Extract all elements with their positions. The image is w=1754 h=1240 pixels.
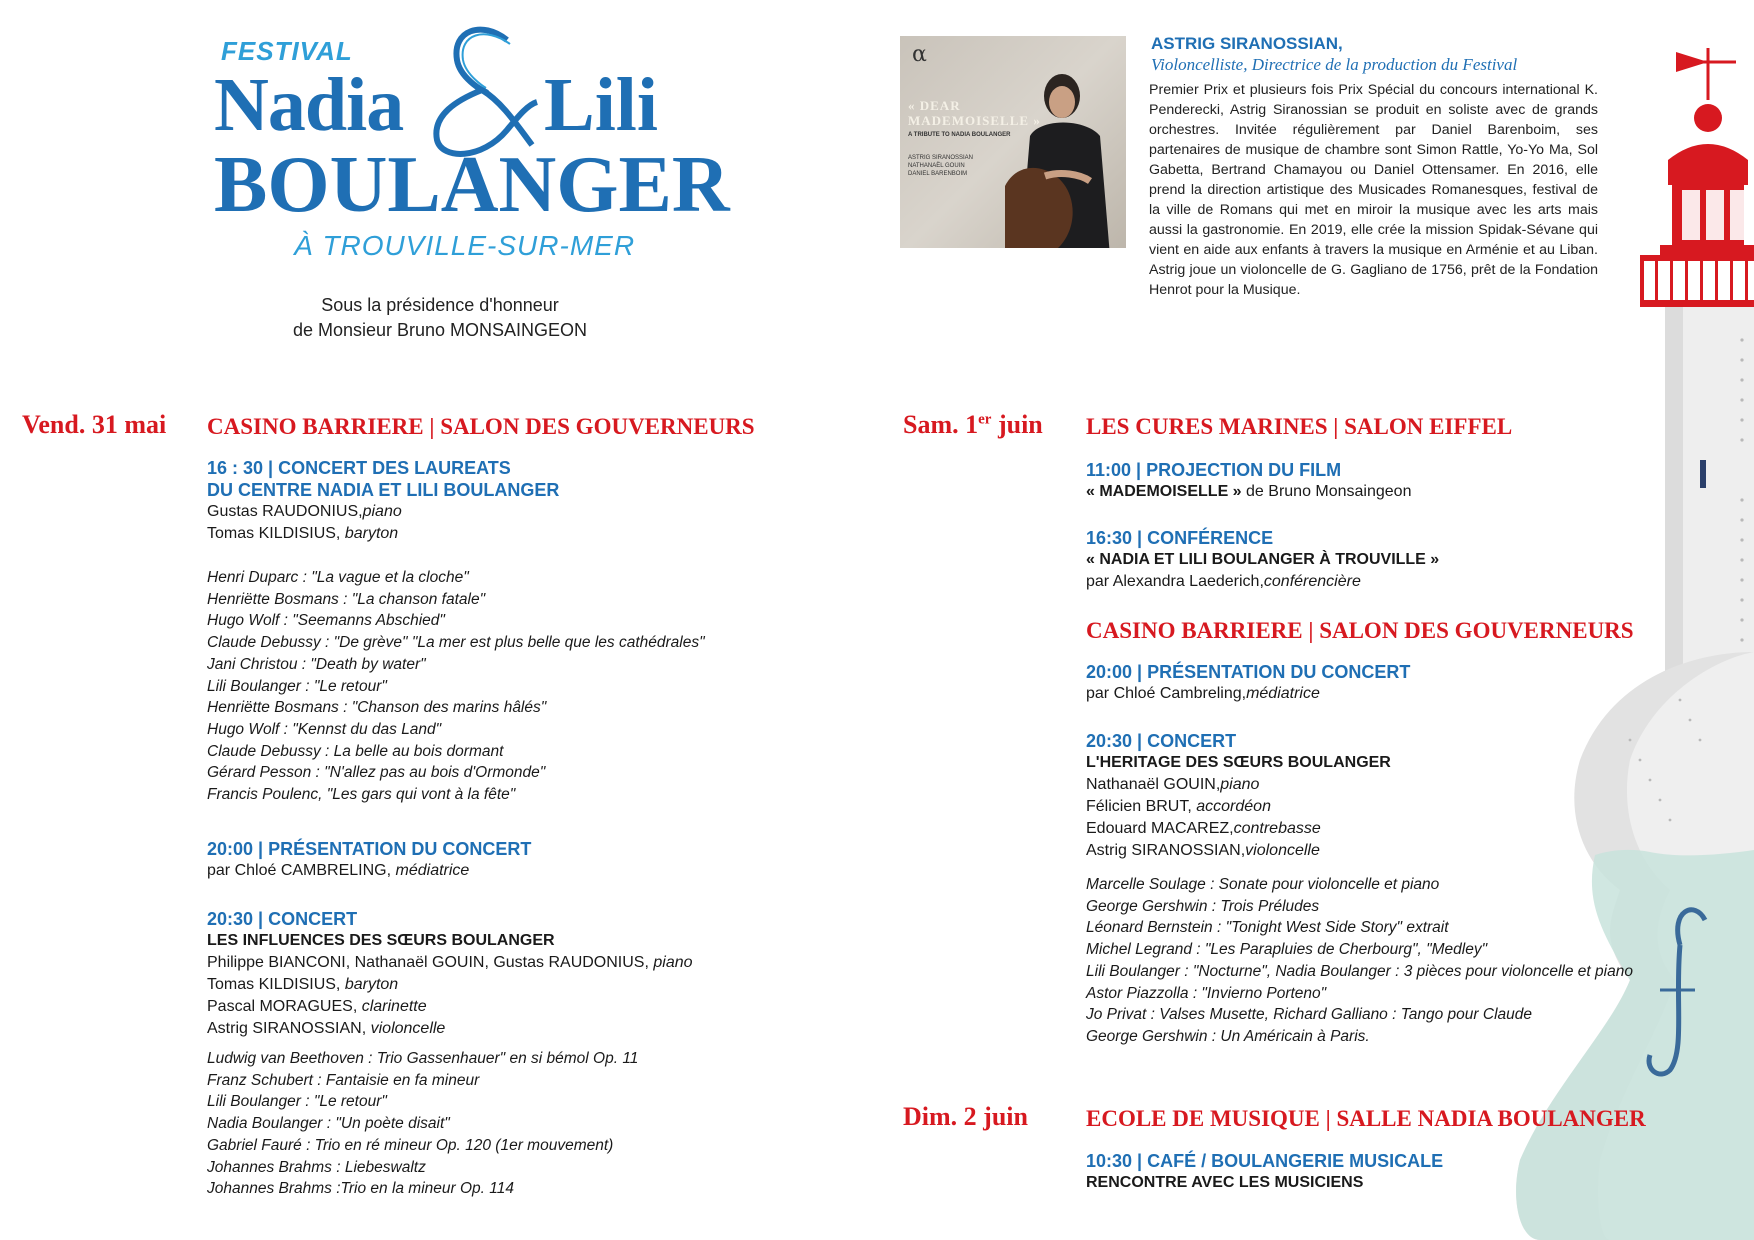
event-subtitle: RENCONTRE AVEC LES MUSICIENS (1086, 1174, 1364, 1191)
film-title: « MADEMOISELLE » de Bruno Monsaingeon (1086, 483, 1412, 500)
presidence-note (240, 293, 640, 343)
logo-name-lili: Lili (544, 63, 659, 147)
album-subtitle: A TRIBUTE TO NADIA BOULANGER (908, 132, 1011, 138)
program-list (1086, 874, 1686, 1048)
event-title: 20:30 | CONCERT (1086, 731, 1237, 751)
program-list (207, 1048, 787, 1200)
album-artist: ASTRIG SIRANOSSIAN (908, 155, 974, 161)
album-artists (908, 154, 973, 178)
program-item: Francis Poulenc, "Les gars qui vont à la fête" (207, 786, 516, 804)
event-title: 20:00 | PRÉSENTATION DU CONCERT (207, 839, 532, 859)
venue-friday: CASINO BARRIERE | SALON DES GOUVERNEURS (207, 414, 755, 439)
bio-role: Violoncelliste, Directrice de la production du Festival (1151, 55, 1518, 74)
venue-sunday: ECOLE DE MUSIQUE | SALLE NADIA BOULANGER (1086, 1106, 1646, 1131)
program-item: Hugo Wolf : "Seemanns Abschied" (207, 612, 445, 630)
performer: Tomas KILDISIUS, baryton (207, 976, 399, 993)
logo-name-nadia: Nadia (214, 63, 404, 147)
program-item: Michel Legrand : "Les Parapluies de Cherbourg", "Medley" (1086, 941, 1488, 959)
program-item: Johannes Brahms :Trio en la mineur Op. 114 (207, 1180, 514, 1198)
performer: Philippe BIANCONI, Nathanaël GOUIN, Gustas RAUDONIUS, piano (207, 954, 693, 971)
performer: Nathanaël GOUIN,piano (1086, 776, 1260, 793)
venue-saturday-cures: LES CURES MARINES | SALON EIFFEL (1086, 414, 1513, 439)
album-artist: NATHANAËL GOUIN (908, 163, 965, 169)
album-title: « DEAR MADEMOISELLE » (908, 98, 1041, 128)
speaker: par Alexandra Laederich,conférencière (1086, 573, 1361, 590)
program-item: Hugo Wolf : "Kennst du das Land" (207, 720, 442, 738)
logo-festival: FESTIVAL (221, 36, 353, 66)
day-saturday: Sam. 1er juin (903, 410, 1043, 439)
logo-surname: BOULANGER (214, 141, 730, 229)
program-item: Ludwig van Beethoven : Trio Gassenhauer" en si bémol Op. 11 (207, 1050, 639, 1067)
event-title: 11:00 | PROJECTION DU FILM (1086, 460, 1342, 480)
performer: Félicien BRUT, accordéon (1086, 798, 1271, 815)
program-item: Jani Christou : "Death by water" (207, 655, 426, 673)
event-saturday-concert (1086, 730, 1686, 1048)
speaker: par Chloé Cambreling,médiatrice (1086, 685, 1320, 702)
program-item: Gérard Pesson : "N'allez pas au bois d'Ormonde" (207, 764, 546, 782)
concert-subtitle: LES INFLUENCES DES SŒURS BOULANGER (207, 932, 555, 949)
event-saturday-conference (1086, 527, 1546, 593)
program-item: Léonard Bernstein : "Tonight West Side Story" extrait (1086, 919, 1449, 937)
cellist-photo (1000, 56, 1120, 248)
venue-saturday-casino: CASINO BARRIERE | SALON DES GOUVERNEURS (1086, 618, 1634, 643)
event-friday-presentation (207, 838, 767, 882)
event-title: 16 : 30 | CONCERT DES LAUREATS (207, 458, 511, 478)
program-item: Johannes Brahms : Liebeswaltz (207, 1158, 426, 1176)
program-item: Claude Debussy : La belle au bois dormant (207, 742, 504, 760)
event-friday-laureats (207, 457, 767, 806)
event-friday-concert (207, 908, 787, 1200)
program-item: Lili Boulanger : "Le retour" (207, 1093, 387, 1111)
program-item: George Gershwin : Trois Préludes (1086, 897, 1320, 915)
bio-name: ASTRIG SIRANOSSIAN, (1151, 34, 1343, 53)
event-title: 20:00 | PRÉSENTATION DU CONCERT (1086, 662, 1411, 682)
performer: Gustas RAUDONIUS,piano (207, 503, 402, 520)
performer: Edouard MACAREZ,contrebasse (1086, 820, 1321, 837)
program-item: Astor Piazzolla : "Invierno Porteno" (1086, 984, 1327, 1002)
logo-ampersand (412, 20, 542, 160)
performer: Tomas KILDISIUS, baryton (207, 525, 399, 542)
program-item: Franz Schubert : Fantaisie en fa mineur (207, 1071, 480, 1089)
album-artist: DANIEL BARENBOIM (908, 171, 968, 177)
performer: Pascal MORAGUES, clarinette (207, 998, 427, 1015)
program-item: Lili Boulanger : "Nocturne", Nadia Boulanger : 3 pièces pour violoncelle et piano (1086, 962, 1633, 980)
event-title: DU CENTRE NADIA ET LILI BOULANGER (207, 480, 560, 500)
program-item: Marcelle Soulage : Sonate pour violoncelle et piano (1086, 876, 1440, 893)
program-item: Jo Privat : Valses Musette, Richard Galliano : Tango pour Claude (1086, 1006, 1533, 1024)
performer: Astrig SIRANOSSIAN, violoncelle (207, 1020, 446, 1037)
label-logo: α (912, 42, 927, 67)
day-sunday: Dim. 2 juin (903, 1102, 1028, 1131)
conference-subject: « NADIA ET LILI BOULANGER À TROUVILLE » (1086, 551, 1440, 568)
program-item: Henriëtte Bosmans : "La chanson fatale" (207, 590, 486, 608)
program-item: Lili Boulanger : "Le retour" (207, 677, 387, 695)
speaker: par Chloé CAMBRELING, médiatrice (207, 862, 470, 879)
program-item: Henriëtte Bosmans : "Chanson des marins hâlés" (207, 699, 547, 717)
day-friday: Vend. 31 mai (22, 410, 167, 439)
event-title: 20:30 | CONCERT (207, 909, 358, 929)
event-title: 10:30 | CAFÉ / BOULANGERIE MUSICALE (1086, 1151, 1444, 1171)
event-sunday-cafe (1086, 1150, 1546, 1194)
program-item: Nadia Boulanger : "Un poète disait" (207, 1115, 450, 1133)
program-list (207, 567, 767, 806)
program-item: George Gershwin : Un Américain à Paris. (1086, 1027, 1370, 1045)
event-saturday-presentation (1086, 661, 1546, 705)
bio-text: Premier Prix et plusieurs fois Prix Spécial du concours international K. Penderecki, Astrig Siranossian se produit en soliste avec de grands orchestres. Invitée régulièrement par Daniel Barenboim, ses partenaires de musique de chambre sont Simon Rattle, Yo-Yo Ma, Sol Gabetta, Bertrand Chamayou ou Daniel Ottensamer. En 2016, elle prend la direction artistique des Musicades Romanesques, festival de la ville de Romans qui met en miroir la musique avec les arts mais aussi la gastronomie. En 2019, elle crée la mission Spidak-Sévane qui vient en aide aux enfants à travers la musique en Arménie et au Liban. Astrig joue un violoncelle de G. Gagliano de 1756, prêt de la Fondation Henrot pour la Musique. (1149, 82, 1598, 298)
performer: Astrig SIRANOSSIAN,violoncelle (1086, 842, 1320, 859)
program-item: Gabriel Fauré : Trio en ré mineur Op. 120 (1er mouvement) (207, 1136, 614, 1154)
concert-subtitle: L'HERITAGE DES SŒURS BOULANGER (1086, 754, 1391, 771)
program-item: Henri Duparc : "La vague et la cloche" (207, 569, 469, 586)
event-title: 16:30 | CONFÉRENCE (1086, 528, 1274, 548)
presidence-line-1: Sous la présidence d'honneur (321, 295, 559, 315)
event-saturday-film (1086, 459, 1546, 503)
program-item: Claude Debussy : "De grève" "La mer est plus belle que les cathédrales" (207, 634, 705, 652)
logo-place: À TROUVILLE-SUR-MER (294, 230, 636, 261)
presidence-line-2: de Monsieur Bruno MONSAINGEON (292, 320, 588, 340)
album-cover (900, 36, 1126, 248)
